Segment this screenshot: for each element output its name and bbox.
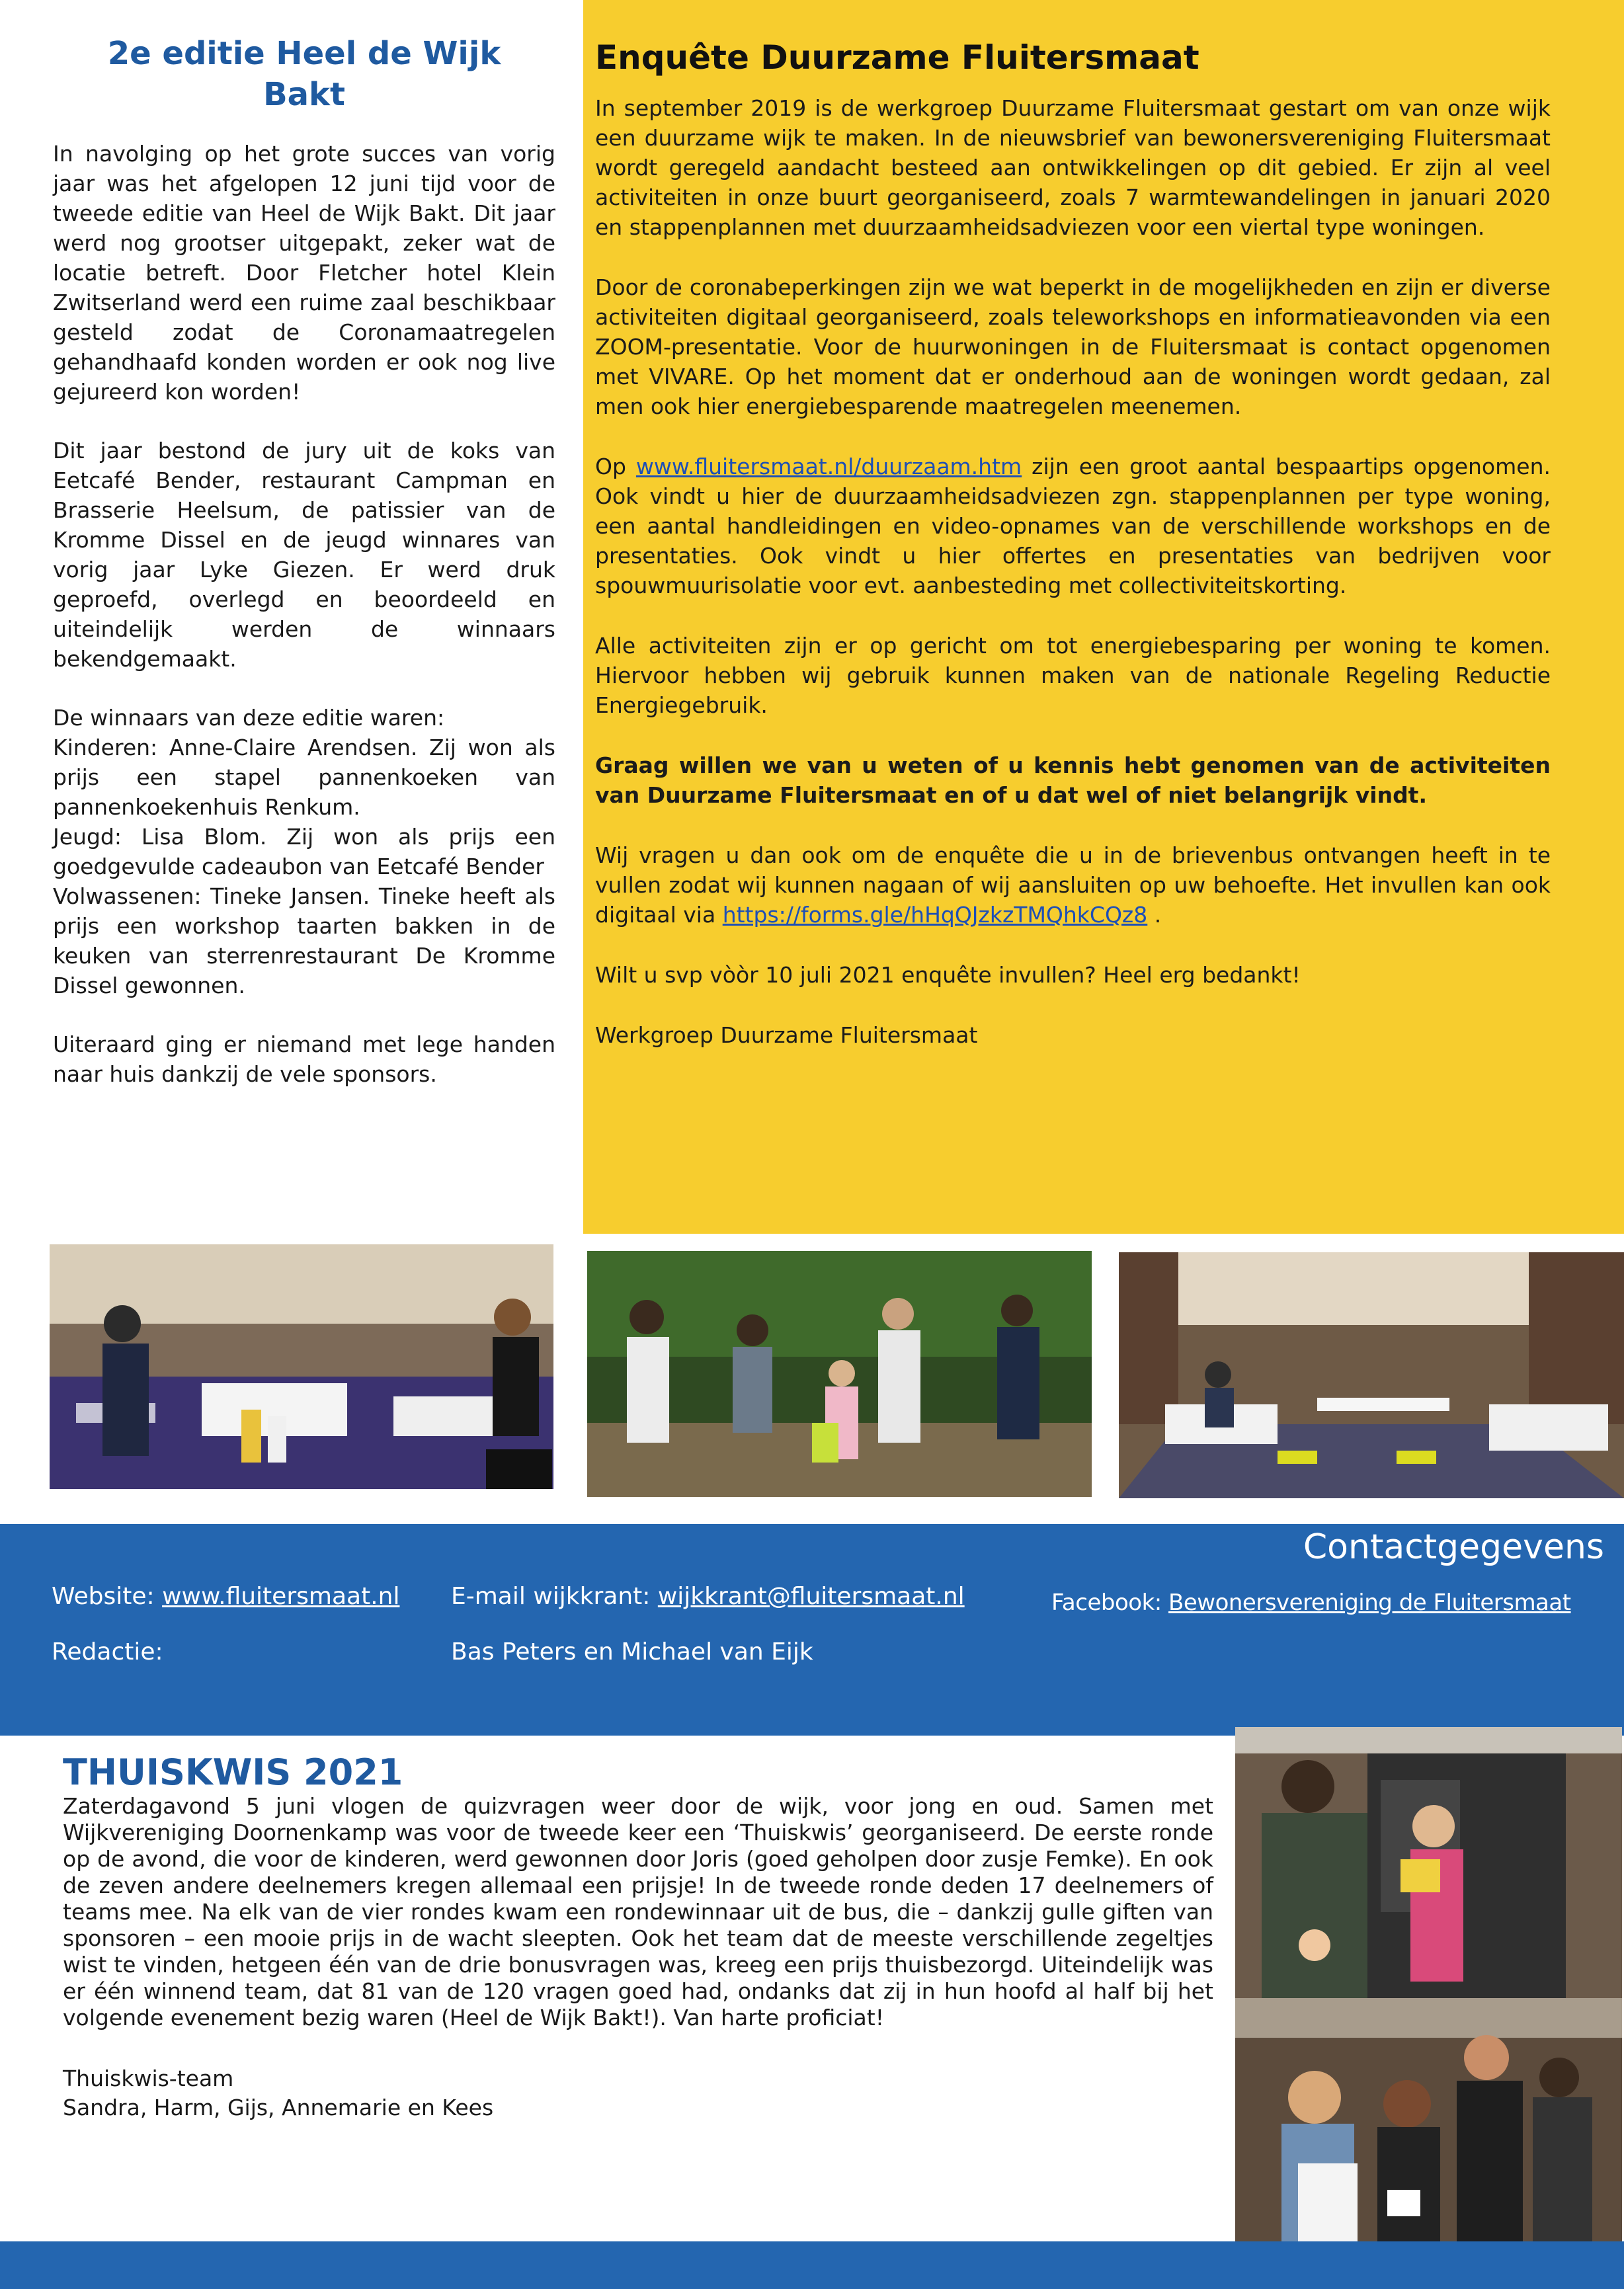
facebook-row [1051, 1589, 1571, 1616]
left-article-title [53, 33, 555, 115]
para6-text: Wij vragen u dan ook om de enquête die u in de brievenbus ontvangen heeft in te vullen zodat wij kunnen nagaan of wij aansluiten op uw behoefte. Het invullen kan ook digitaal via [595, 842, 1551, 928]
winners-intro: De winnaars van deze editie waren: [53, 705, 445, 731]
thuiskwis-title: THUISKWIS 2021 [63, 1751, 403, 1793]
website-link[interactable]: www.fluitersmaat.nl [162, 1583, 400, 1610]
facebook-link[interactable]: Bewonersvereniging de Fluitersmaat [1168, 1589, 1571, 1616]
facebook-label: Facebook: [1051, 1589, 1162, 1616]
email-link[interactable]: wijkkrant@fluitersmaat.nl [657, 1583, 965, 1610]
right-paragraph-2: Door de coronabeperkingen zijn we wat beperkt in de mogelijkheden en zijn er diverse activiteiten digitaal georganiseerd, zoals teleworkshops en informatieavonden via een ZOOM-presentatie. Voor de huurwoningen in de Fluitersmaat is contact opgenomen met VIVARE. Op het moment dat er onderhoud aan de woningen wordt gedaan, zal men ook hier energiebesparende maatregelen meenemen. [595, 274, 1551, 419]
photo-winning-team [1235, 1998, 1622, 2263]
right-signature: Werkgroep Duurzame Fluitersmaat [595, 1022, 978, 1048]
website-row [52, 1583, 399, 1610]
winner-adults: Volwassenen: Tineke Jansen. Tineke heeft als prijs een workshop taarten bakken in de keuken van sterrenrestaurant De Kromme Dissel gewonnen. [53, 883, 555, 998]
para3-prefix: Op [595, 454, 626, 479]
thuiskwis-names: Sandra, Harm, Gijs, Annemarie en Kees [63, 2095, 494, 2120]
redactie-label: Redactie: [52, 1638, 163, 1666]
redactie-value: Bas Peters en Michael van Eijk [451, 1638, 813, 1666]
right-paragraph-4: Alle activiteiten zijn er op gericht om tot energiebesparing per woning te komen. Hiervoor hebben wij gebruik kunnen maken van de nationale Regeling Reductie Energiegebruik. [595, 633, 1551, 718]
left-title-line-1: 2e editie Heel de Wijk [107, 35, 501, 72]
left-paragraph-2: Dit jaar bestond de jury uit de koks van Eetcafé Bender, restaurant Campman en Brasserie Heelsum, de patissier van de Kromme Dissel en de jeugd winnares van vorig jaar Lyke Giezen. Er werd druk geproefd, overlegd en beoordeeld en uiteindelijk werden de winnaars bekendgemaakt. [53, 438, 555, 672]
duurzaam-link[interactable]: www.fluitersmaat.nl/duurzaam.htm [635, 454, 1022, 479]
left-title-line-2: Bakt [263, 76, 345, 113]
right-paragraph-3 [595, 452, 1551, 600]
email-label: E-mail wijkkrant: [451, 1583, 651, 1610]
para3-rest: zijn een groot aantal bespaartips opgenomen. Ook vindt u hier de duurzaamheidsadviezen zgn. stappenplannen per type woning, een aantal handleidingen en video-opnames van de verschillende workshops en de presentaties. Ook vindt u hier offertes en presentaties van bedrijven voor spouwmuurisolatie voor evt. aanbesteding met collectiviteitskorting. [595, 454, 1551, 598]
contact-title: Contactgegevens [1303, 1527, 1604, 1567]
winner-youth: Jeugd: Lisa Blom. Zij won als prijs een goedgevulde cadeaubon van Eetcafé Bender [53, 824, 555, 879]
email-row [451, 1583, 965, 1610]
bottom-stripe [0, 2241, 1624, 2289]
right-paragraph-6 [595, 840, 1551, 930]
left-paragraph-1: In navolging op het grote succes van vorig jaar was het afgelopen 12 juni tijd voor de tweede editie van Heel de Wijk Bakt. Dit jaar werd nog grootser uitgepakt, zeker wat de locatie betreft. Door Fletcher hotel Klein Zwitserland werd een ruime zaal beschikbaar gesteld zodat de Coronamaatregelen gehandhaafd konden worden er ook nog live gejureerd kon worden! [53, 141, 555, 405]
para6-end: . [1154, 902, 1162, 928]
photo-doorstep-prize [1235, 1727, 1622, 1998]
right-article-title: Enquête Duurzame Fluitersmaat [595, 38, 1199, 77]
left-paragraph-end: Uiteraard ging er niemand met lege handen naar huis dankzij de vele sponsors. [53, 1031, 555, 1087]
thuiskwis-signature [63, 2064, 1213, 2122]
winner-kids: Kinderen: Anne-Claire Arendsen. Zij won als prijs een stapel pannenkoeken van pannenkoekenhuis Renkum. [53, 735, 555, 820]
winners-list [53, 703, 555, 1000]
left-article [53, 33, 555, 1118]
forms-link[interactable]: https://forms.gle/hHqQJzkzTMQhkCQz8 [722, 902, 1148, 928]
photo-baking-hall-right [1119, 1252, 1624, 1498]
right-article [595, 36, 1551, 1080]
thuiskwis-team: Thuiskwis-team [63, 2066, 234, 2091]
thuiskwis-paragraph: Zaterdagavond 5 juni vlogen de quizvragen weer door de wijk, voor jong en oud. Samen met Wijkvereniging Doornenkamp was voor de tweede keer een ‘Thuiskwis’ georganiseerd. De eerste ronde op de avond, die voor de kinderen, werd gewonnen door Joris (goed geholpen door zusje Femke). En ook de zeven andere deelnemers kregen allemaal een prijsje! In de tweede ronde deden 17 deelnemers of teams mee. Na elk van de vier rondes kwam een rondewinnaar uit de bus, die – dankzij gulle giften van sponsoren – een mooie prijs in de wacht sleepten. Ook het team dat de meeste verschillende zegeltjes wist te vinden, hetgeen één van de drie bonusvragen was, kreeg een prijs thuisbezorgd. Uiteindelijk was er één winnend team, dat 81 van de 120 vragen goed had, ondanks dat zij in hun hoofd al half bij het volgende evenement bezig waren (Heel de Wijk Bakt!). Van harte proficiat! [63, 1793, 1213, 2030]
right-paragraph-7: Wilt u svp vòòr 10 juli 2021 enquête invullen? Heel erg bedankt! [595, 962, 1301, 988]
right-paragraph-5-bold: Graag willen we van u weten of u kennis hebt genomen van de activiteiten van Duurzame Fluitersmaat en of u dat wel of niet belangrijk vindt. [595, 752, 1551, 808]
photo-baking-hall-left [50, 1244, 553, 1489]
website-label: Website: [52, 1583, 155, 1610]
thuiskwis-article [63, 1752, 1213, 2122]
right-paragraph-1: In september 2019 is de werkgroep Duurzame Fluitersmaat gestart om van onze wijk een duurzame wijk te maken. In de nieuwsbrief van bewonersvereniging Fluitersmaat wordt geregeld aandacht besteed aan ontwikkelingen op dit gebied. Er zijn al veel activiteiten in onze buurt georganiseerd, zoals 7 warmtewandelingen in januari 2020 en stappenplannen met duurzaamheidsadviezen voor een viertal type woningen. [595, 95, 1551, 240]
photo-jury-outdoors [587, 1251, 1092, 1497]
